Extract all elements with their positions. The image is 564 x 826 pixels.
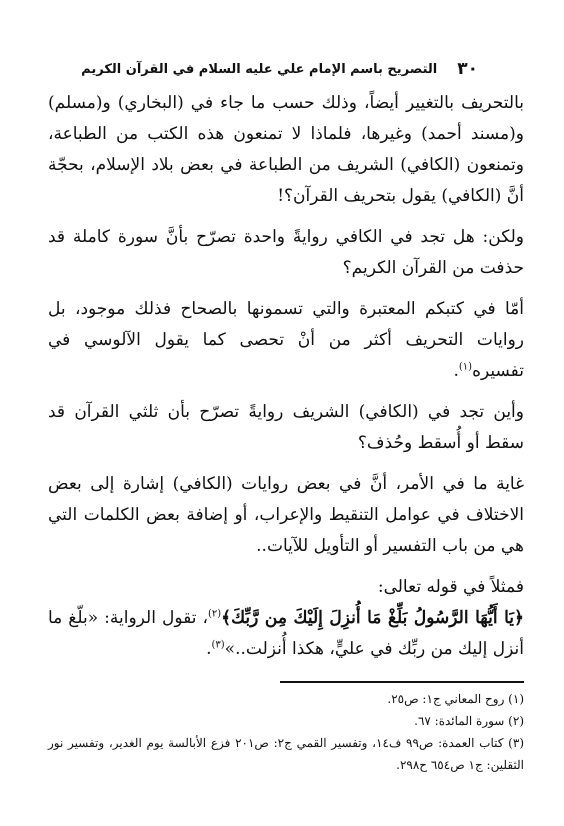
footnote: (١) روح المعاني ج١: ص٢٥. [387,692,524,706]
quran-verse: ﴿يَا أَيُّهَا الرَّسُولُ بَلِّغْ مَا أُنزِلَ إِلَيْكَ مِن رَّبِّكَ﴾ [221,608,524,628]
footnote: (٢) سورة المائدة: ٦٧. [414,714,524,728]
footnote-divider [280,681,524,683]
footnote-ref[interactable]: (٢) [207,608,222,620]
quran-verse-paragraph: ﴿يَا أَيُّهَا الرَّسُولُ بَلِّغْ مَا أُنزِلَ إِلَيْكَ مِن رَّبِّكَ﴾$^{(٢)}$، تقول الرواية: «بلّغ ما أنزل إليك من ربِّك في عليٍّ، هكذا أُنزلت..»$^{(٣)}$. [48,608,524,659]
narration-quote: الرواية: «بلّغ ما أنزل إليك من ربِّك في عليٍّ، هكذا أُنزلت..» [48,608,524,659]
footnote-ref[interactable]: (٣) [211,639,225,651]
running-header [81,52,478,86]
footnote-ref[interactable]: (١) [458,361,473,373]
header-title: التصريح باسم الإمام علي عليه السلام في القرآن الكريم [81,61,438,77]
paragraph: وأين تجد في (الكافي) الشريف روايةً تصرّح بأن ثلثي القرآن قد سقط أو أُسقط وحُذف؟ [48,402,524,453]
page-number: ٣٠ [457,59,478,79]
paragraph: أمّا في كتبكم المعتبرة والتي تسمونها بالصحاح فذلك موجود، بل روايات التحريف أكثر من أنْ تحصى كما يقول الآلوسي في تفسيره$^{(١)}$. [48,299,524,381]
paragraph: فمثلاً في قوله تعالى: [377,577,524,597]
paragraph: بالتحريف بالتغيير أيضاً، وذلك حسب ما جاء في (البخاري) و(مسلم) و(مسند أحمد) وغيرها، فلماذا لا تمنعون هذه الكتب من الطباعة، وتمنعون (الكافي) الشريف من الطباعة في بعض بلاد الإسلام، بحجّة أنَّ (الكافي) يقول بتحريف القرآن؟! [48,93,524,206]
footnotes [48,688,524,776]
paragraph: ولكن: هل تجد في الكافي روايةً واحدة تصرّح بأنَّ سورة كاملة قد حذفت من القرآن الكريم؟ [48,227,524,278]
footnote: (٣) كتاب العمدة: ص٩٩ ف١٤، وتفسير القمي ج٢: ص٢٠١ فزع الأبالسة يوم الغدير، وتفسير نور الثقلين: ج١ ص٦٥٤ ح٢٩٨. [48,736,524,772]
paragraph: غاية ما في الأمر، أنَّ في بعض روايات (الكافي) إشارة إلى بعض الاختلاف في عوامل التنقيط والإعراب، أو إضافة بعض الكلمات التي هي من باب التفسير أو التأويل للآيات.. [48,474,524,556]
body-text [48,88,524,665]
